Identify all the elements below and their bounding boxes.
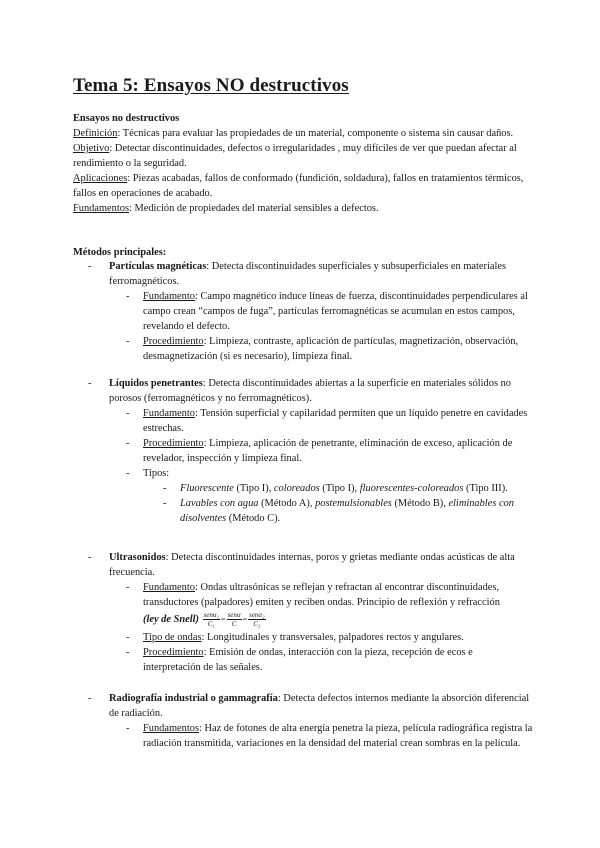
list-item xyxy=(73,259,533,289)
aplicaciones-label: Aplicaciones xyxy=(73,173,128,184)
method-ultrasonidos xyxy=(73,550,533,675)
bullet-dash: - xyxy=(163,498,167,509)
tipo-name: fluorescentes-coloreados xyxy=(359,483,464,494)
definicion-label: Definición xyxy=(73,128,118,139)
bullet-dash: - xyxy=(126,468,130,479)
sub-text: : Emisión de ondas, interacción con la pieza, recepción de ecos e interpretación de las señales. xyxy=(143,647,473,673)
aplicaciones-text: : Piezas acabadas, fallos de conformado (fundición, soldadura), fallos en tratamientos térmicos, fallos en operaciones de acabado. xyxy=(73,173,524,199)
fraction-denominator: C₂ xyxy=(253,620,261,629)
list-item xyxy=(73,466,533,481)
list-item xyxy=(73,436,533,466)
methods-heading: Métodos principales: xyxy=(73,247,167,258)
sub-label: Fundamentos xyxy=(143,723,199,734)
list-item xyxy=(73,376,533,406)
bullet-dash: - xyxy=(126,582,130,593)
intro-section xyxy=(73,111,533,216)
sub-text: : Ondas ultrasónicas se reflejan y refractan al encontrar discontinuidades, transductores (palpadores) emiten y reciben ondas. Principio de reflexión y refracción xyxy=(143,582,500,608)
list-item xyxy=(73,334,533,364)
bullet-dash: - xyxy=(88,693,92,704)
method-particulas xyxy=(73,259,533,364)
sub-text: : Haz de fotones de alta energía penetra la pieza, película radiográfica registra la radiación transmitida, variaciones en la densidad del material crean sombras en la película. xyxy=(143,723,533,749)
fraction-numerator: senα₁ xyxy=(203,611,220,620)
objetivo-text: : Detectar discontinuidades, defectos o irregularidades , muy difíciles de ver que puedan afectar al rendimiento o la seguridad. xyxy=(73,143,517,169)
equals-sign: = xyxy=(242,615,248,624)
bullet-dash: - xyxy=(126,438,130,449)
sub-text: : Campo magnético induce líneas de fuerza, discontinuidades perpendiculares al campo crean “campos de fuga”, partículas ferromagnéticas se acumulan en estos campos, revelando el defecto. xyxy=(143,291,528,332)
fraction-denominator: C₁ xyxy=(207,620,215,629)
fundamentos-text: : Medición de propiedades del material sensibles a defectos. xyxy=(129,203,379,214)
tipo-text: (Método A), xyxy=(258,498,316,509)
sub-label: Fundamento xyxy=(143,408,195,419)
tipo-name: Fluorescente xyxy=(180,483,234,494)
list-item xyxy=(73,645,533,675)
tipo-text: (Tipo III). xyxy=(463,483,508,494)
list-item xyxy=(73,630,533,645)
sub-label: Procedimiento xyxy=(143,647,204,658)
intro-heading: Ensayos no destructivos xyxy=(73,113,180,124)
list-item xyxy=(73,481,533,496)
method-liquidos xyxy=(73,376,533,526)
method-name: Radiografía industrial o gammagrafía xyxy=(109,693,278,704)
bullet-dash: - xyxy=(88,261,92,272)
method-name: Líquidos penetrantes xyxy=(109,378,203,389)
tipo-name: postemulsionables xyxy=(315,498,392,509)
fundamentos-label: Fundamentos xyxy=(73,203,129,214)
objetivo-paragraph xyxy=(73,141,533,171)
list-item xyxy=(73,550,533,580)
fraction xyxy=(227,611,242,628)
tipo-name: eliminables con disolventes xyxy=(180,498,514,524)
sub-text: : Limpieza, contraste, aplicación de partículas, magnetización, observación, desmagnetización (si es necesario), limpieza final. xyxy=(143,336,519,362)
aplicaciones-paragraph xyxy=(73,171,533,201)
sub-text: : Tensión superficial y capilaridad permiten que un líquido penetre en cavidades estrechas. xyxy=(143,408,528,434)
definicion-text: : Técnicas para evaluar las propiedades de un material, componente o sistema sin causar daños. xyxy=(117,128,514,139)
tipo-name: Lavables con agua xyxy=(180,498,259,509)
sub-label: Tipo de ondas xyxy=(143,632,202,643)
method-name: Partículas magnéticas xyxy=(109,261,207,272)
fraction-numerator: senα₂ xyxy=(249,611,265,620)
fundamentos-paragraph xyxy=(73,201,533,216)
tipo-text: (Método C). xyxy=(226,513,281,524)
list-item xyxy=(73,580,533,630)
page-title: Tema 5: Ensayos NO destructivos xyxy=(73,75,349,96)
sub-label: Procedimiento xyxy=(143,336,204,347)
snell-label: (ley de Snell) xyxy=(143,614,199,625)
sub-text: : Longitudinales y transversales, palpadores rectos y angulares. xyxy=(201,632,464,643)
sub-text: : Limpieza, aplicación de penetrante, eliminación de exceso, aplicación de revelador, inspección y limpieza final. xyxy=(143,438,513,464)
tipo-text: (Tipo I), xyxy=(233,483,274,494)
equals-sign: = xyxy=(221,615,226,624)
tipo-name: coloreados xyxy=(273,483,320,494)
fraction-denominator: C xyxy=(231,620,237,629)
method-name: Ultrasonidos xyxy=(109,552,166,563)
list-item xyxy=(73,691,533,721)
fraction-numerator: senα xyxy=(227,611,241,620)
tipo-text: (Método B), xyxy=(391,498,449,509)
tipos-label: Tipos: xyxy=(143,468,170,479)
sub-label: Procedimiento xyxy=(143,438,204,449)
method-desc: : Detecta discontinuidades superficiales y subsuperficiales en materiales ferromagnéticos. xyxy=(109,261,507,287)
list-item xyxy=(73,406,533,436)
snell-formula xyxy=(143,610,533,630)
fraction xyxy=(248,611,265,628)
bullet-dash: - xyxy=(126,632,130,643)
objetivo-label: Objetivo xyxy=(73,143,110,154)
method-radiografia xyxy=(73,691,533,751)
bullet-dash: - xyxy=(126,723,130,734)
bullet-dash: - xyxy=(163,483,167,494)
sub-label: Fundamento xyxy=(143,582,195,593)
bullet-dash: - xyxy=(88,378,92,389)
sub-label: Fundamento xyxy=(143,291,195,302)
bullet-dash: - xyxy=(126,647,130,658)
list-item xyxy=(73,496,533,526)
method-desc: : Detecta discontinuidades abiertas a la superficie en materiales sólidos no porosos (ferromagnéticos y no ferromagnéticos). xyxy=(109,378,511,404)
bullet-dash: - xyxy=(126,291,130,302)
bullet-dash: - xyxy=(126,408,130,419)
method-desc: : Detecta discontinuidades internas, poros y grietas mediante ondas acústicas de alta frecuencia. xyxy=(109,552,515,578)
bullet-dash: - xyxy=(88,552,92,563)
list-item xyxy=(73,289,533,334)
definicion-paragraph xyxy=(73,126,533,141)
list-item xyxy=(73,721,533,751)
fraction xyxy=(203,611,220,628)
bullet-dash: - xyxy=(126,336,130,347)
tipo-text: (Tipo I), xyxy=(319,483,360,494)
method-desc: : Detecta defectos internos mediante la absorción diferencial de radiación. xyxy=(109,693,530,719)
